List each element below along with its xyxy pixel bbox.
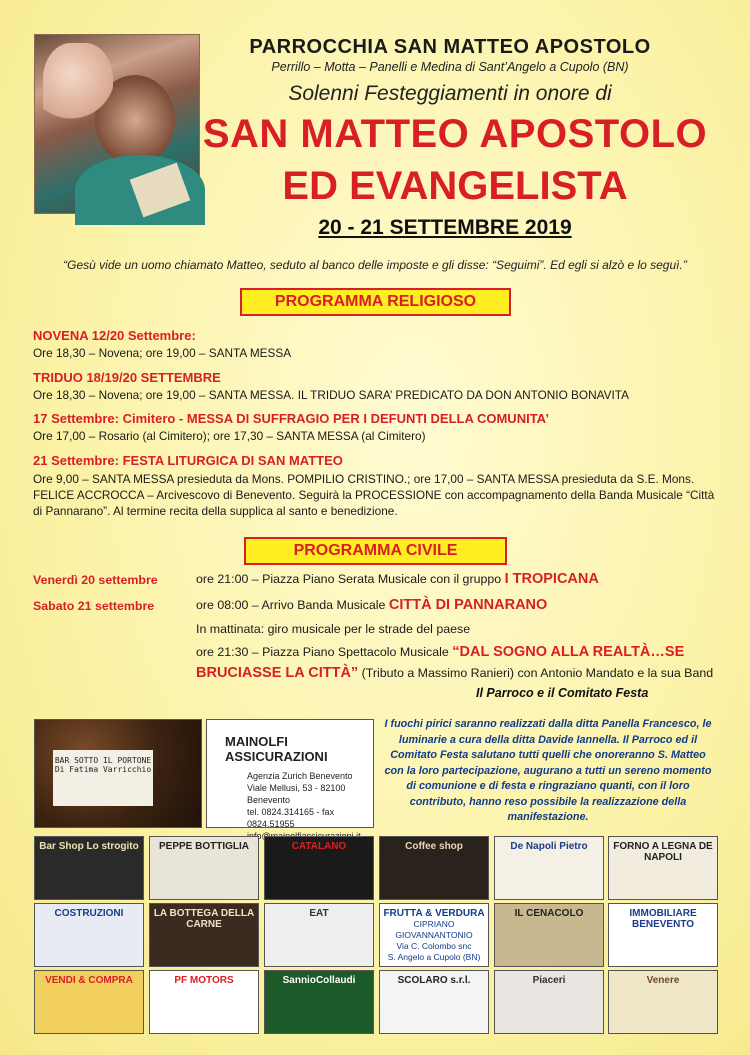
sponsor-ad <box>149 970 259 1034</box>
religious-item-heading: TRIDUO 18/19/20 SETTEMBRE <box>33 370 221 385</box>
religious-item <box>33 328 723 360</box>
angel-figure-shape <box>43 43 113 133</box>
civil-show-description: (Tributo a Massimo Ranieri) con Antonio Mandato e la sua Band <box>361 666 714 680</box>
sponsor-ad-name: EAT <box>309 908 329 919</box>
sponsor-ad <box>264 836 374 900</box>
ad-mainolfi-agency: Agenzia Zurich Benevento <box>247 771 353 781</box>
parish-areas: Perrillo – Motta – Panelli e Medina di Sant’Angelo a Cupolo (BN) <box>271 60 629 74</box>
religious-item <box>33 370 723 402</box>
saint-statue-photo <box>34 34 200 214</box>
sponsor-ad-name: Coffee shop <box>405 841 463 852</box>
religious-program-banner: PROGRAMMA RELIGIOSO <box>240 288 511 316</box>
sponsor-ad-name: De Napoli Pietro <box>510 841 588 852</box>
civil-day-1-event <box>196 571 599 587</box>
civil-show-line <box>196 665 713 681</box>
sponsor-ad-name: COSTRUZIONI <box>54 908 124 919</box>
religious-item-text: Ore 18,30 – Novena; ore 19,00 – SANTA MESSA. IL TRIDUO SARA’ PREDICATO DA DON ANTONIO BONAVITA <box>33 388 629 402</box>
sponsor-ad <box>34 903 144 967</box>
ad-mainolfi-details <box>247 770 373 842</box>
sponsor-ad-detail: CIPRIANO GIOVANNANTONIO <box>395 919 473 940</box>
civil-day-1-band: I TROPICANA <box>504 571 599 587</box>
civil-day-2: Sabato 21 settembre <box>33 599 155 613</box>
ad-mainolfi-logo: MAINOLFI ASSICURAZIONI <box>225 734 328 764</box>
sponsor-ad <box>379 903 489 967</box>
sponsor-ad-name: FRUTTA & VERDURA <box>383 908 485 919</box>
sponsor-ad <box>608 836 718 900</box>
religious-item-heading: 21 Settembre: FESTA LITURGICA DI SAN MATTEO <box>33 453 343 468</box>
religious-item <box>33 453 723 519</box>
ad-coffee-line1: BAR SOTTO IL PORTONE <box>54 756 152 765</box>
sponsor-ad <box>494 836 604 900</box>
sponsor-ad <box>608 970 718 1034</box>
sponsor-ad-name: Bar Shop Lo strogito <box>39 841 139 852</box>
sponsor-ad-name: LA BOTTEGA DELLA CARNE <box>153 908 255 930</box>
sponsor-ad-detail: Via C. Colombo snc <box>396 941 472 951</box>
civil-program-banner: PROGRAMMA CIVILE <box>244 537 507 565</box>
sponsor-ad <box>149 903 259 967</box>
civil-day-2-band: CITTÀ DI PANNARANO <box>388 597 548 613</box>
organizers-notice: I fuochi pirici saranno realizzati dalla ditta Panella Francesco, le luminarie a cura della ditta Davide Iannella. Il Parroco ed il Comitato Festa salutano tutti quelli che onoreranno S. Matteo con la loro partecipazione, augurano a tutti un sereno momento di comunione e di festa e ringraziano quanti, con il loro contributo, hanno reso possibile la realizzazione della manifestazione. <box>384 718 712 823</box>
civil-day-2-evening <box>196 644 684 660</box>
civil-day-2-text: ore 08:00 – Arrivo Banda Musicale <box>196 598 386 612</box>
civil-day-2-morning: In mattinata: giro musicale per le strade del paese <box>196 622 471 636</box>
religious-item-text: Ore 9,00 – SANTA MESSA presieduta da Mons. POMPILIO CRISTINO.; ore 17,00 – SANTA MESSA presieduta da S.E. Mons. FELICE ACCROCCA – Arcivescovo di Benevento. Seguirà la PROCESSIONE con accompagnamento della Banda Musicale “Città di Pannarano”. Al termine recita della supplica al santo e benedizione. <box>33 472 715 518</box>
ad-mainolfi-phone: tel. 0824.314165 - fax 0824.51955 <box>247 807 335 829</box>
sponsor-ad <box>264 903 374 967</box>
civil-show-title-part2: BRUCIASSE LA CITTÀ” <box>196 665 359 681</box>
sponsor-ad <box>149 836 259 900</box>
sponsor-ad <box>379 836 489 900</box>
intro-line: Solenni Festeggiamenti in onore di <box>288 82 612 105</box>
parish-name: PARROCCHIA SAN MATTEO APOSTOLO <box>249 36 651 58</box>
ad-mainolfi-address: Viale Mellusi, 53 - 82100 Benevento <box>247 783 346 805</box>
sponsor-ad-name: VENDI & COMPRA <box>45 975 133 986</box>
ad-mainolfi-assicurazioni <box>206 719 374 828</box>
sponsor-ad <box>608 903 718 967</box>
religious-item-text: Ore 17,00 – Rosario (al Cimitero); ore 17,30 – SANTA MESSA (al Cimitero) <box>33 429 426 443</box>
sponsor-ad-name: Piaceri <box>532 975 566 986</box>
civil-show-title-part1: “DAL SOGNO ALLA REALTÀ…SE <box>452 644 685 660</box>
sponsor-ad-detail: S. Angelo a Cupolo (BN) <box>387 952 481 962</box>
ad-coffee-card <box>53 750 153 806</box>
sponsor-ad-name: CATALANO <box>291 841 347 852</box>
religious-item-heading: NOVENA 12/20 Settembre: <box>33 328 196 343</box>
sponsor-ad <box>379 970 489 1034</box>
saint-title-line1: SAN MATTEO APOSTOLO <box>202 112 708 156</box>
sponsor-ad <box>264 970 374 1034</box>
sponsor-ad-name: FORNO A LEGNA DE NAPOLI <box>613 841 713 863</box>
saint-title-line2: ED EVANGELISTA <box>282 164 628 208</box>
organizers-signature: Il Parroco e il Comitato Festa <box>476 686 649 700</box>
sponsor-ad <box>34 836 144 900</box>
sponsor-ad-name: IL CENACOLO <box>514 908 584 919</box>
religious-item <box>33 411 723 443</box>
gospel-quote: “Gesù vide un uomo chiamato Matteo, seduto al banco delle imposte e gli disse: “Seguimi”. Ed egli si alzò e lo seguì.” <box>63 258 687 272</box>
civil-day-2-evening-text: ore 21:30 – Piazza Piano Spettacolo Musicale <box>196 645 449 659</box>
sponsor-ad-name: Venere <box>646 975 680 986</box>
religious-item-heading: 17 Settembre: Cimitero - MESSA DI SUFFRAGIO PER I DEFUNTI DELLA COMUNITA’ <box>33 411 549 426</box>
sponsor-ad <box>494 970 604 1034</box>
sponsor-ad <box>494 903 604 967</box>
sponsor-ad-name: SannioCollaudi <box>282 975 356 986</box>
religious-item-text: Ore 18,30 – Novena; ore 19,00 – SANTA MESSA <box>33 346 292 360</box>
sponsor-ad-name: PF MOTORS <box>174 975 234 986</box>
civil-day-2-event <box>196 597 547 613</box>
sponsor-ad-name: PEPPE BOTTIGLIA <box>158 841 249 852</box>
sponsor-ad-name: SCOLARO s.r.l. <box>397 975 471 986</box>
ad-coffee-line2: Di Fatima Varricchio <box>54 765 152 774</box>
civil-day-1-text: ore 21:00 – Piazza Piano Serata Musicale con il gruppo <box>196 572 502 586</box>
sponsor-ad-name: IMMOBILIARE BENEVENTO <box>629 908 697 930</box>
sponsor-ad <box>34 970 144 1034</box>
festival-dates: 20 - 21 SETTEMBRE 2019 <box>318 216 572 239</box>
ad-bar-sotto-il-portone <box>34 719 202 828</box>
civil-day-1: Venerdì 20 settembre <box>33 573 158 587</box>
